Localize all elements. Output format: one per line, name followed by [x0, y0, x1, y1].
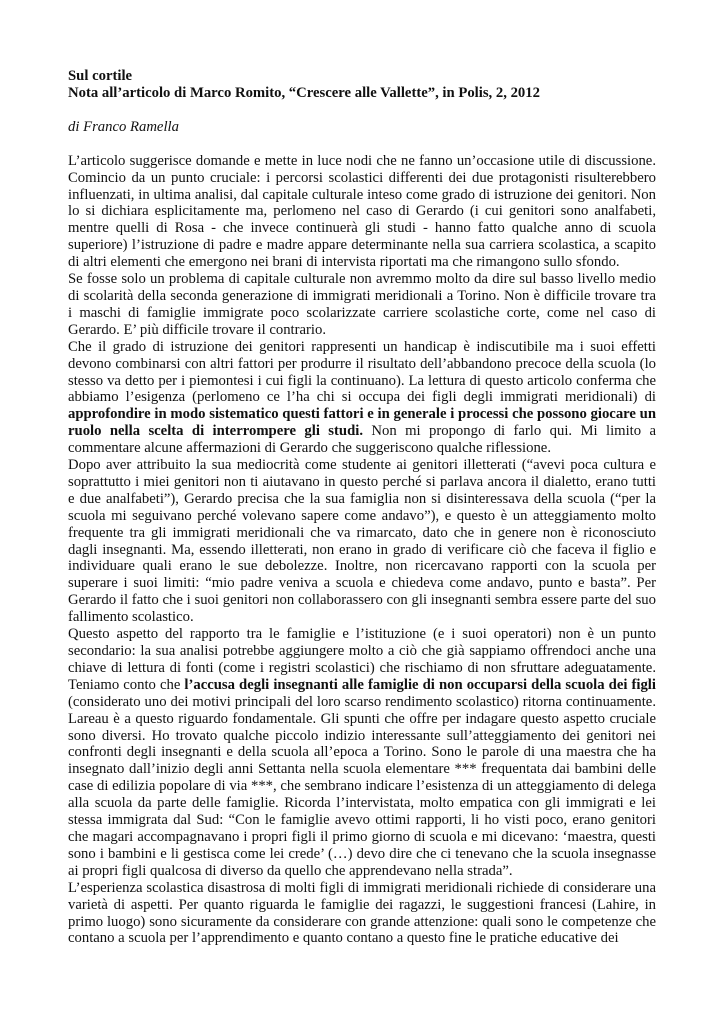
paragraph-4	[68, 457, 656, 626]
paragraph-text: Dopo aver attribuito la sua mediocrità come studente ai genitori illetterati (“avevi poca cultura e soprattutto i miei genitori non ti aiutavano in questo perché si parlava ancora il dialetto, erano tutti e due analfabeti”), Gerardo precisa che la sua famiglia non si disinteressava della scuola (“per la scuola mi seguivano perché volevano sapere come andavo”), e questo è un atteggiamento molto frequente tra gli immigrati meridionali che va rimarcato, dato che in genere non è riconosciuto dagli insegnanti. Ma, essendo illetterati, non erano in grado di verificare ciò che faceva il figlio e individuare quali erano le sue debolezze. Inoltre, non ricercavano rapporti con la scuola per superare i suoi limiti: “mio padre veniva a scuola e chiedeva come andavo, punto e basta”. Per Gerardo il fatto che i suoi genitori non collaborassero con gli insegnanti sembra essere parte del suo fallimento scolastico.	[68, 457, 656, 626]
paragraph-6	[68, 880, 656, 948]
document-page	[68, 68, 656, 947]
document-body	[68, 153, 656, 948]
paragraph-text: Se fosse solo un problema di capitale culturale non avremmo molto da dire sul basso livello medio di scolarità della seconda generazione di immigrati meridionali a Torino. Non è difficile trovare tra i maschi di famiglie immigrate poco scolarizzate carriere scolastiche corte, come nel caso di Gerardo. E’ più difficile trovare il contrario.	[68, 271, 656, 338]
title-line-1: Sul cortile	[68, 68, 133, 84]
paragraph-1	[68, 153, 656, 271]
bold-emphasis: l’accusa degli insegnanti alle famiglie di non occuparsi della scuola dei figli	[184, 676, 656, 693]
paragraph-text: (considerato uno dei motivi principali del loro scarso rendimento scolastico) ritorna continuamente. Lareau è a questo riguardo fondamentale. Gli spunti che offre per indagare questo aspetto cruciale sono diversi. Ho trovato qualche piccolo indizio interessante sull’atteggiamento dei genitori nei confronti degli insegnanti e della scuola all’epoca a Torino. Sono le parole di una maestra che ha insegnato dall’inizio degli anni Settanta nella scuola elementare *** frequentata dai bambini delle case di edilizia popolare di via ***, che sembrano indicare l’esistenza di un atteggiamento di delega alla scuola da parte delle famiglie. Ricorda l’intervistata, molto empatica con gli immigrati e lei stessa immigrata dal Sud: “Con le famiglie avevo ottimi rapporti, li ho visti poco, erano genitori che magari accompagnavano i propri figli il primo giorno di scuola e mi dicevano: ‘maestra, questi sono i bambini e li gestisca come lei crede’ (…) devo dire che ci tenevano che la scuola insegnasse ai propri figli qualcosa di diverso da quello che apprendevano nella strada”.	[68, 693, 656, 879]
paragraph-text: Non mi propongo di farlo qui. Mi limito a commentare alcune affermazioni di Gerardo che suggeriscono qualche riflessione.	[68, 423, 657, 457]
title-line-2: Nota all’articolo di Marco Romito, “Crescere alle Vallette”, in Polis, 2, 2012	[68, 84, 540, 101]
paragraph-3	[68, 339, 656, 457]
paragraph-text: Che il grado di istruzione dei genitori rappresenti un handicap è indiscutibile ma i suoi effetti devono combinarsi con altri fattori per produrre il risultato dell’abbandono precoce della scuola (lo stesso va detto per i piemontesi i cui figli la continuano). La lettura di questo articolo conferma che abbiamo l’esigenza (perlomeno ce l’ha chi si occupa dei figli degli immigrati meridionali) di	[68, 338, 656, 406]
author-byline: di Franco Ramella	[68, 118, 179, 135]
paragraph-5	[68, 626, 656, 880]
paragraph-text: L’esperienza scolastica disastrosa di molti figli di immigrati meridionali richiede di considerare una varietà di aspetti. Per quanto riguarda le famiglie dei ragazzi, le suggestioni francesi (Lahire, in primo luogo) sono sicuramente da considerare con grande attenzione: quali sono le competenze che contano a scuola per l’apprendimento e quanto contano a questo fine le pratiche educative dei	[68, 879, 656, 947]
document-title	[68, 68, 656, 102]
paragraph-text: Questo aspetto del rapporto tra le famiglie e l’istituzione (e i suoi operatori) non è un punto secondario: la sua analisi potrebbe aggiungere molto a ciò che già sappiamo offrendoci anche una chiave di lettura di fonti (come i registri scolastici) che rischiamo di non sfruttare adeguatamente. Teniamo conto che	[68, 626, 656, 693]
bold-emphasis: approfondire in modo sistematico questi fattori e in generale i processi che possono giocare un ruolo nella scelta di interrompere gli studi.	[68, 406, 656, 440]
paragraph-2	[68, 271, 656, 339]
paragraph-text: L’articolo suggerisce domande e mette in luce nodi che ne fanno un’occasione utile di discussione. Comincio da un punto cruciale: i percorsi scolastici differenti dei due protagonisti risulterebbero influenzati, in ultima analisi, dal capitale culturale inteso come grado di istruzione dei genitori. Non lo si dichiara esplicitamente ma, perlomeno nel caso di Gerardo (i cui genitori sono analfabeti, mentre quelli di Rosa - che invece continuerà gli studi - hanno fatto qualche anno di scuola superiore) l’istruzione di padre e madre appare determinante nella sua carriera scolastica, a scapito di altri elementi che emergono nei brani di intervista riportati ma che rimangono sullo sfondo.	[68, 152, 656, 271]
